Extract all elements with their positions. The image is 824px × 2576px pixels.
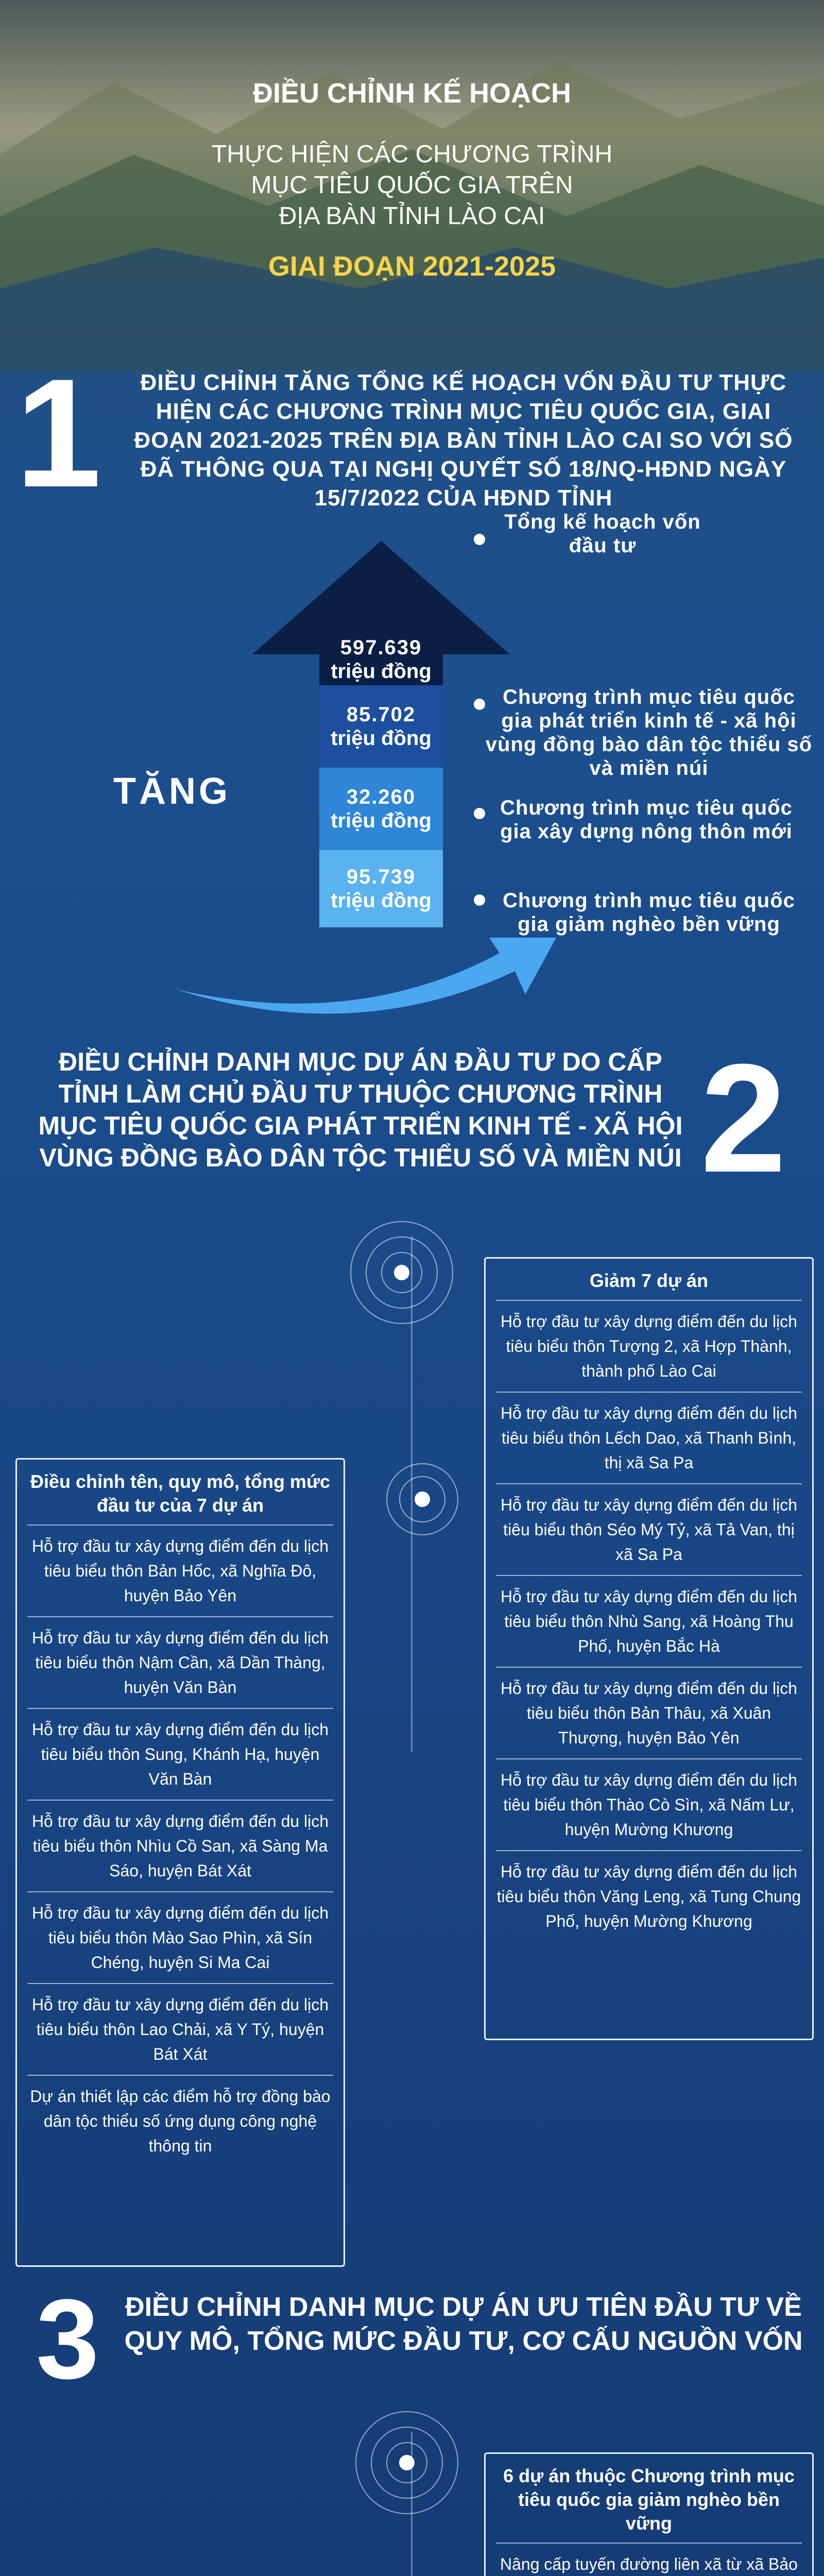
item-1-label: Chương trình mục tiêu quốc gia phát triển kinh tế - xã hội vùng đồng bào dân tộc thiểu số và miền núi: [485, 686, 813, 779]
reduce-heading: Giảm 7 dự án: [496, 1264, 802, 1301]
list-item: Hỗ trợ đầu tư xây dựng điểm đến du lịch tiêu biểu thôn Lếch Dao, xã Thanh Bình, thị xã Sa Pa: [496, 1393, 802, 1484]
section-1-heading: ĐIỀU CHỈNH TĂNG TỔNG KẾ HOẠCH VỐN ĐẦU TƯ THỰC HIỆN CÁC CHƯƠNG TRÌNH MỤC TIÊU QUỐC GIA, GIAI ĐOẠN 2021-2025 TRÊN ĐỊA BÀN TỈNH LÀO CAI SO VỚI SỐ ĐÃ THÔNG QUA TẠI NGHỊ QUYẾT SỐ 18/NQ-HĐND NGÀY 15/7/2022 CỦA HĐND TỈNH: [134, 370, 793, 511]
adjust-box: [15, 1458, 345, 2267]
section-3-heading: ĐIỀU CHỈNH DANH MỤC DỰ ÁN ƯU TIÊN ĐẦU TƯ VỀ QUY MÔ, TỔNG MỨC ĐẦU TƯ, CƠ CẤU NGUỒN VỐN: [124, 2292, 803, 2356]
item-bar-1: [319, 685, 443, 768]
item-3-unit: triệu đồng: [331, 889, 432, 912]
period-label: GIAI ĐOẠN 2021-2025: [268, 251, 556, 282]
total-value: 597.639: [340, 636, 422, 659]
list-item: Dự án thiết lập các điểm hỗ trợ đồng bào dân tộc thiểu số ứng dụng công nghệ thông tin: [30, 2087, 331, 2155]
section-2-number: 2: [700, 1031, 786, 1205]
list-item: Hỗ trợ đầu tư xây dựng điểm đến du lịch tiêu biểu thôn Bản Thâu, xã Xuân Thượng, huyện Bảo Yên: [496, 1668, 802, 1759]
item-2-value: 32.260: [346, 786, 416, 808]
list-item: Nâng cấp tuyến đường liên xã từ xã Bảo: [496, 2544, 802, 2576]
list-item: Hỗ trợ đầu tư xây dựng điểm đến du lịch tiêu biểu thôn Văng Leng, xã Tung Chung Phố, huyện Mường Khương: [496, 1862, 801, 1930]
list-item: Hỗ trợ đầu tư xây dựng điểm đến du lịch tiêu biểu thôn Nậm Cần, xã Dần Thàng, huyện Văn Bàn: [27, 1617, 333, 1709]
poverty-box: [484, 2452, 814, 2576]
adjust-heading: Điều chỉnh tên, quy mô, tổng mức đầu tư của 7 dự án: [27, 1465, 333, 1526]
list-item: Hỗ trợ đầu tư xây dựng điểm đến du lịch tiêu biểu thôn Thào Cò Sìn, xã Nấm Lư, huyện Mường Khương: [496, 1759, 802, 1851]
reduce-box: [484, 1257, 814, 2040]
list-item: Hỗ trợ đầu tư xây dựng điểm đến du lịch tiêu biểu thôn Nhìu Cồ San, xã Sàng Ma Sáo, huyện Bát Xát: [27, 1801, 333, 1892]
section-2-heading: ĐIỀU CHỈNH DANH MỤC DỰ ÁN ĐẦU TƯ DO CẤP TỈNH LÀM CHỦ ĐẦU TƯ THUỘC CHƯƠNG TRÌNH MỤC TIÊU QUỐC GIA PHÁT TRIỂN KINH TẾ - XÃ HỘI VÙNG ĐỒNG BÀO DÂN TỘC THIỂU SỐ VÀ MIỀN NÚI: [38, 1047, 683, 1172]
swoosh-arrow-icon: [170, 922, 561, 1025]
list-item: Hỗ trợ đầu tư xây dựng điểm đến du lịch tiêu biểu thôn Nhù Sang, xã Hoàng Thu Phố, huyện Bắc Hà: [496, 1576, 802, 1668]
list-item: Hỗ trợ đầu tư xây dựng điểm đến du lịch tiêu biểu thôn Lao Chải, xã Y Tý, huyện Bát Xát: [27, 1984, 333, 2076]
total-bar: [319, 634, 443, 685]
target-dot: [399, 2455, 415, 2470]
list-item: Hỗ trợ đầu tư xây dựng điểm đến du lịch tiêu biểu thôn Tượng 2, xã Hợp Thành, thành phố Lào Cai: [496, 1301, 802, 1393]
list-item: Hỗ trợ đầu tư xây dựng điểm đến du lịch tiêu biểu thôn Séo Mý Tỷ, xã Tả Van, thị xã Sa Pa: [496, 1484, 802, 1576]
bullet-dot: [474, 894, 485, 906]
increase-label: TĂNG: [113, 771, 231, 812]
item-1-value: 85.702: [346, 703, 416, 726]
bullet-dot: [474, 699, 485, 710]
section-3-number: 3: [36, 2276, 99, 2402]
poverty-heading: 6 dự án thuộc Chương trình mục tiêu quốc gia giảm nghèo bền vững: [496, 2459, 802, 2544]
list-item: Hỗ trợ đầu tư xây dựng điểm đến du lịch tiêu biểu thôn Mào Sao Phìn, xã Sín Chéng, huyện Si Ma Cai: [27, 1892, 333, 1984]
page-subtitle: THỰC HIỆN CÁC CHƯƠNG TRÌNH MỤC TIÊU QUỐC GIA TRÊN ĐỊA BÀN TỈNH LÀO CAI: [211, 141, 613, 230]
bullet-dot: [474, 808, 485, 819]
total-unit: triệu đồng: [331, 660, 432, 683]
target-dot: [394, 1265, 409, 1280]
total-label: Tổng kế hoạch vốn đầu tư: [504, 511, 701, 557]
item-2-unit: triệu đồng: [331, 809, 432, 832]
bullet-dot: [474, 534, 485, 545]
item-bar-3: [319, 850, 443, 927]
item-2-label: Chương trình mục tiêu quốc gia xây dựng nông thôn mới: [500, 796, 793, 843]
section-1-number: 1: [15, 346, 101, 519]
target-dot: [415, 1492, 430, 1507]
item-3-value: 95.739: [346, 866, 416, 888]
item-1-unit: triệu đồng: [331, 727, 432, 750]
list-item: Hỗ trợ đầu tư xây dựng điểm đến du lịch tiêu biểu thôn Sung, Khánh Hạ, huyện Văn Bàn: [27, 1709, 333, 1801]
item-3-label: Chương trình mục tiêu quốc gia giảm nghèo bền vững: [503, 889, 795, 936]
page-title: ĐIỀU CHỈNH KẾ HOẠCH: [252, 78, 572, 109]
item-bar-2: [319, 768, 443, 850]
list-item: Hỗ trợ đầu tư xây dựng điểm đến du lịch tiêu biểu thôn Bản Hốc, xã Nghĩa Đô, huyện Bảo Yên: [27, 1526, 333, 1617]
